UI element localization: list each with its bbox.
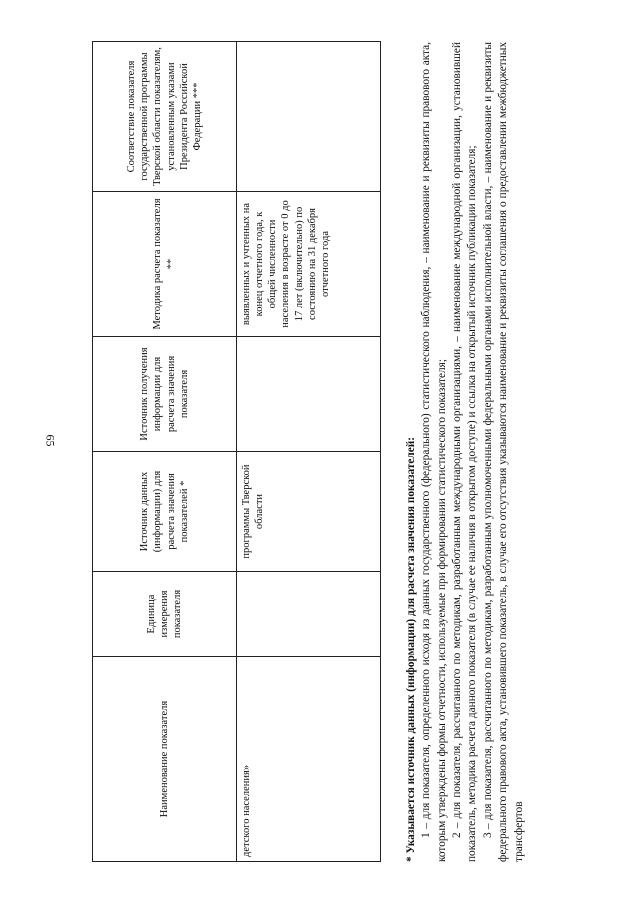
cell-unit [237,572,381,657]
header-conformity: Соответствие показателя государственной программы Тверской области показателям, установленным указами Президента Российской Федерации *** [93,42,237,192]
cell-info-source [237,337,381,452]
footnote-item-2: 2 – для показателя, рассчитанного по методикам, разработанным международными организациями, – наименование международной организации, установившей показатель, методика расчета данного показателя (в случае ее наличия в открытом доступе) и ссылка на открытый источник публикации показателя; [451,42,479,862]
cell-data-source: программы Тверской области [237,452,381,572]
cell-indicator-name: детского населения» [237,657,381,862]
header-info-source: Источник получения информации для расчета значения показателя [93,337,237,452]
header-data-source: Источник данных (информации) для расчета значения показателей * [93,452,237,572]
cell-conformity [237,42,381,192]
table-row [237,42,381,862]
footnote-item-3: 3 – для показателя, рассчитанного по методикам, разработанным уполномоченными федеральными органами исполнительной власти, – наименование и реквизиты федерального правового акта, установившего показатель, в случае его отсутствия указываются наименование и реквизиты соглашения о предоставлении межбюджетных трансфертов [481,42,525,862]
table-header-row [93,42,237,862]
footnote-item-1: 1 – для показателя, определенного исходя из данных государственного (федерального) статистического наблюдения, – наименование и реквизиты правового акта, которым утверждены формы отчетности, используемые при формировании статистического показателя; [420,42,448,862]
header-method: Методика расчета показателя ** [93,192,237,337]
rotated-content [92,42,612,862]
header-unit: Единица измерения показателя [93,572,237,657]
indicators-table [92,41,381,862]
footnotes [404,42,527,862]
footnote-title: * Указывается источник данных (информации) для расчета значения показателей: [405,436,417,862]
header-indicator-name: Наименование показателя [93,657,237,862]
cell-method: выявленных и учтенных на конец отчетного года, к общей численности населения в возрасте от 0 до 17 лет (включительно) по состоянию на 31 декабря отчетного года [237,192,381,337]
page-number: 65 [43,434,58,447]
